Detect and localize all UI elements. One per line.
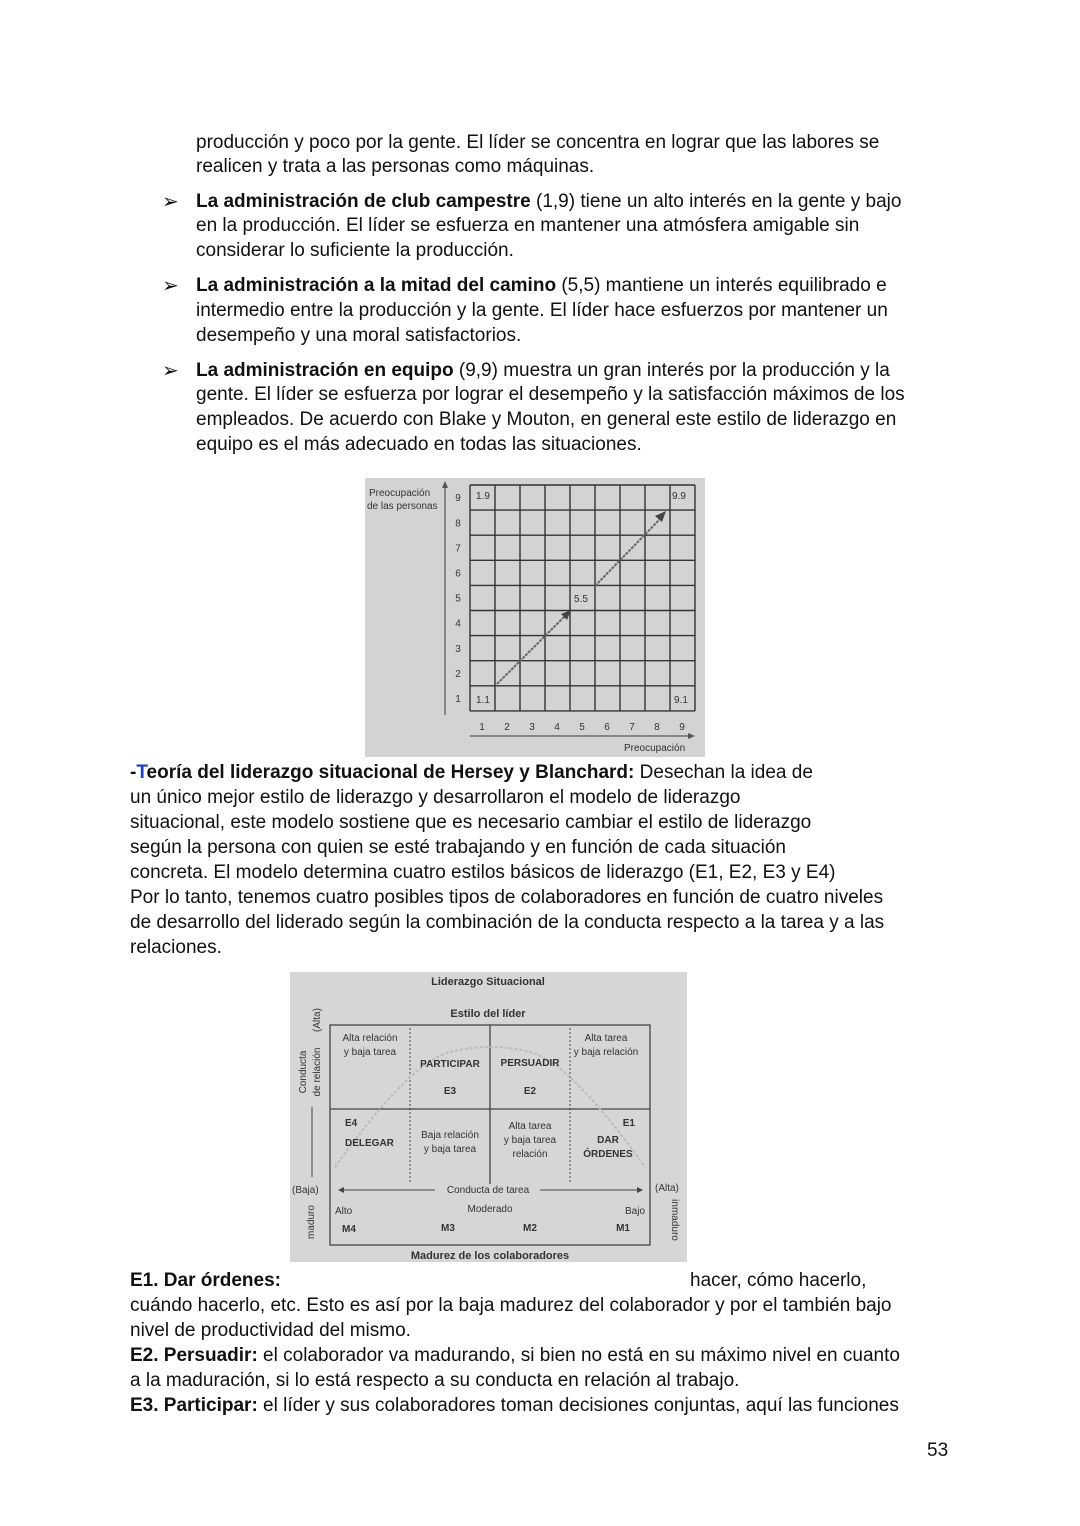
quadrant-label: y baja relación <box>573 1047 639 1058</box>
text-line: empleados. De acuerdo con Blake y Mouton, en general este estilo de liderazgo en <box>196 409 897 430</box>
quadrant-label: Alta tarea <box>508 1121 552 1132</box>
bullet-title: La administración en equipo <box>196 360 454 381</box>
maturity-m2: M2 <box>523 1223 537 1234</box>
y-tick-label: 9 <box>455 493 461 505</box>
y-tick-label: 7 <box>455 543 461 555</box>
y-tick-label: 6 <box>455 568 461 580</box>
arrow-bullet-icon: ➢ <box>162 191 179 213</box>
maturity-m1: M1 <box>616 1223 630 1234</box>
y-axis-label: Preocupación <box>369 488 431 499</box>
corner-label: 1.1 <box>476 695 490 706</box>
style-e4-label: E4 <box>345 1118 358 1129</box>
text-line: nivel de productividad del mismo. <box>130 1320 411 1341</box>
y-tick-label: 1 <box>455 694 461 705</box>
situational-leadership-diagram <box>290 972 687 1262</box>
maturity-label: Moderado <box>467 1204 513 1215</box>
y-axis-label: de las personas <box>367 501 438 512</box>
style-dar: DAR <box>597 1135 619 1146</box>
bullet-club-campestre <box>196 191 901 213</box>
diagram-title: Liderazgo Situacional <box>431 976 545 988</box>
quadrant-label: y baja tarea <box>423 1144 477 1155</box>
x-tick-label: 2 <box>504 722 510 733</box>
y-tick-label: 3 <box>455 643 461 655</box>
corner-label: 1.9 <box>476 491 490 502</box>
y-axis-high: (Alta) <box>312 1008 323 1032</box>
style-e2 <box>130 1345 900 1367</box>
x-tick-label: 6 <box>604 722 610 733</box>
arrow-bullet-icon: ➢ <box>162 275 179 297</box>
corner-label: 9.9 <box>672 491 686 502</box>
quadrant-label: Baja relación <box>421 1130 479 1141</box>
text-line: equipo es el más adecuado en todas las situaciones. <box>196 434 642 455</box>
section-heading <box>130 762 813 784</box>
text-line: en la producción. El líder se esfuerza en mantener una atmósfera amigable sin <box>196 215 860 236</box>
quadrant-label: y baja tarea <box>503 1135 557 1146</box>
bullet-mitad-camino <box>196 275 887 297</box>
style-label: E3. Participar: <box>130 1395 258 1416</box>
heading-initial: T <box>136 762 147 783</box>
text-line: gente. El líder se esfuerza por lograr el desempeño y la satisfacción máximos de los <box>196 384 905 405</box>
heading-text: Desechan la idea de <box>634 762 813 783</box>
bullet-text: (1,9) tiene un alto interés en la gente y bajo <box>530 191 902 212</box>
arrow-bullet-icon: ➢ <box>162 360 179 382</box>
text-line: según la persona con quien se esté trabajando y en función de cada situación <box>130 837 786 858</box>
page-number: 53 <box>927 1440 949 1461</box>
immature-label: inmaduro <box>669 1199 680 1241</box>
y-tick-label: 5 <box>455 593 461 605</box>
maturity-m3: M3 <box>441 1223 455 1234</box>
style-text: el líder y sus colaboradores toman decisiones conjuntas, aquí las funciones <box>257 1395 899 1416</box>
text-line: desempeño y una moral satisfactorios. <box>196 325 522 346</box>
style-label: E2. Persuadir: <box>130 1345 258 1366</box>
text-line: Por lo tanto, tenemos cuatro posibles tipos de colaboradores en función de cuatro niveles <box>130 887 884 908</box>
x-tick-label: 5 <box>579 722 585 733</box>
mature-label: maduro <box>306 1205 317 1239</box>
dash: - <box>130 762 137 783</box>
quadrant-label: relación <box>512 1149 548 1160</box>
x-tick-label: 3 <box>529 722 535 733</box>
text-line: un único mejor estilo de liderazgo y desarrollaron el modelo de liderazgo <box>130 787 741 808</box>
maturity-m4: M4 <box>342 1224 356 1235</box>
text-line: a la maduración, si lo está respecto a su conducta en relación al trabajo. <box>130 1370 740 1391</box>
x-axis-label: Conducta de tarea <box>446 1185 530 1196</box>
maturity-label: Bajo <box>624 1206 645 1217</box>
text-line: hacer, cómo hacerlo, <box>690 1270 867 1291</box>
style-e3-label: E3 <box>443 1086 457 1097</box>
style-e1 <box>130 1270 281 1292</box>
text-line: intermedio entre la producción y la gente. El líder hace esfuerzos por mantener un <box>196 300 888 321</box>
managerial-grid-figure <box>365 478 705 757</box>
text-line: realicen y trata a las personas como máquinas. <box>196 156 595 177</box>
heading-title: eoría del liderazgo situacional de Hersey y Blanchard: <box>146 762 635 783</box>
axis-high-label: (Alta) <box>655 1183 679 1194</box>
style-e2-label: E2 <box>523 1086 537 1097</box>
x-tick-label: 7 <box>629 722 635 733</box>
y-tick-label: 2 <box>455 668 461 680</box>
x-tick-label: 1 <box>479 722 485 733</box>
bullet-text: (9,9) muestra un gran interés por la producción y la <box>453 360 890 381</box>
corner-label: 9.1 <box>674 695 688 706</box>
style-e3 <box>130 1395 899 1417</box>
x-axis-label: Preocupación <box>624 743 686 754</box>
text-line: producción y poco por la gente. El líder se concentra en lograr que las labores se <box>196 132 880 153</box>
style-participar: PARTICIPAR <box>420 1059 480 1070</box>
bullet-text: (5,5) mantiene un interés equilibrado e <box>556 275 887 296</box>
quadrant-label: y baja tarea <box>343 1047 397 1058</box>
axis-low-label: (Baja) <box>292 1185 319 1196</box>
y-tick-label: 4 <box>455 618 461 630</box>
text-line: cuándo hacerlo, etc. Esto es así por la baja madurez del colaborador y por el también bajo <box>130 1295 892 1316</box>
bullet-equipo <box>196 360 890 382</box>
style-text: el colaborador va madurando, si bien no está en su máximo nivel en cuanto <box>257 1345 900 1366</box>
y-tick-label: 8 <box>455 518 461 530</box>
y-axis-label: Conducta <box>298 1050 309 1094</box>
x-tick-label: 4 <box>554 722 560 733</box>
quadrant-label: Alta relación <box>342 1033 398 1044</box>
center-label: 5.5 <box>574 594 588 605</box>
text-line: relaciones. <box>130 937 222 958</box>
x-tick-label: 8 <box>654 722 660 733</box>
diagram-subtitle: Estilo del líder <box>450 1008 526 1020</box>
style-delegar: DELEGAR <box>345 1138 394 1149</box>
style-ordenes: ÓRDENES <box>583 1149 633 1160</box>
x-tick-label: 9 <box>679 722 685 733</box>
maturity-label: Alto <box>335 1206 353 1217</box>
text-line: considerar lo suficiente la producción. <box>196 240 514 261</box>
style-persuadir: PERSUADIR <box>500 1058 560 1069</box>
y-axis-label: de relación <box>312 1047 323 1097</box>
quadrant-label: Alta tarea <box>584 1033 628 1044</box>
style-label: E1. Dar órdenes: <box>130 1270 281 1291</box>
text-line: concreta. El modelo determina cuatro estilos básicos de liderazgo (E1, E2, E3 y E4) <box>130 862 836 883</box>
bullet-title: La administración de club campestre <box>196 191 531 212</box>
bullet-title: La administración a la mitad del camino <box>196 275 557 296</box>
diagram-bottom-label: Madurez de los colaboradores <box>410 1250 570 1262</box>
style-e1-label: E1 <box>622 1118 635 1129</box>
text-line: de desarrollo del liderado según la combinación de la conducta respecto a la tarea y a las <box>130 912 885 933</box>
text-line: situacional, este modelo sostiene que es necesario cambiar el estilo de liderazgo <box>130 812 812 833</box>
